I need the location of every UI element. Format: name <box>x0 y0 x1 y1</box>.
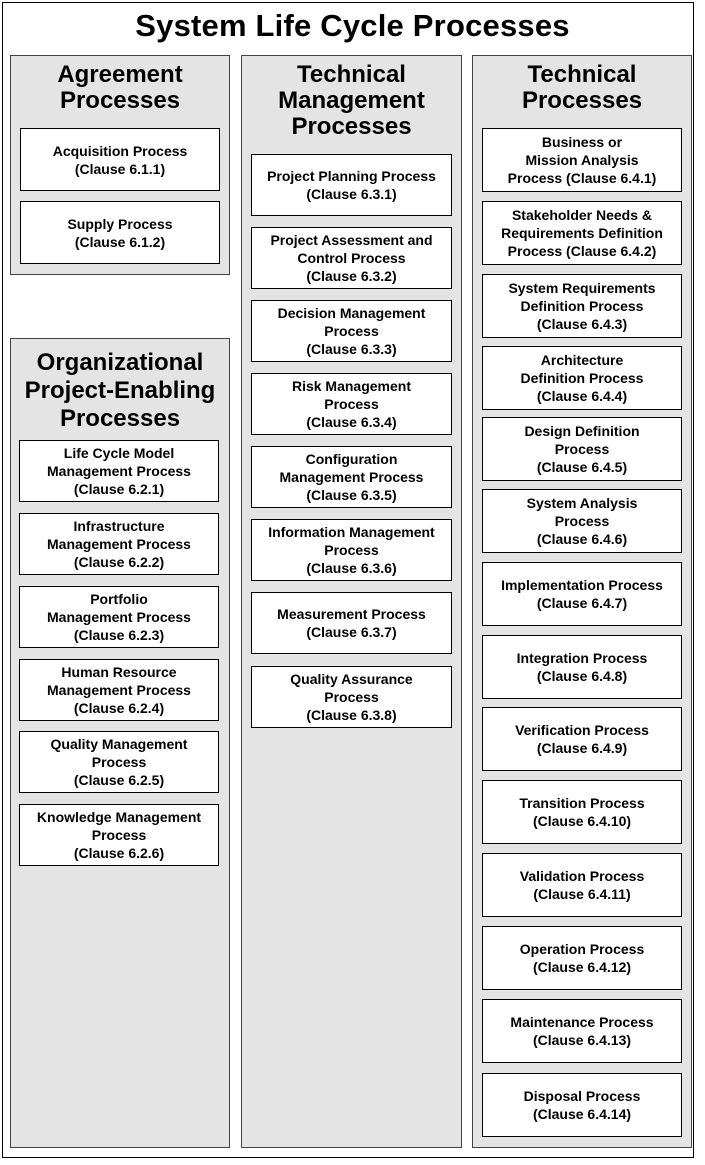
process-box <box>19 659 219 721</box>
process-name-line: Management Process <box>47 609 191 625</box>
diagram-title: System Life Cycle Processes <box>135 8 570 43</box>
process-clause: (Clause 6.2.6) <box>73 845 165 861</box>
process-name-line: Project Assessment and <box>270 232 433 248</box>
process-clause: (Clause 6.4.3) <box>536 316 628 332</box>
process-box <box>19 513 219 575</box>
process-clause: (Clause 6.4.6) <box>536 531 628 547</box>
process-name-line: Management Process <box>47 463 191 479</box>
process-box <box>482 999 682 1063</box>
process-name-line: Management Process <box>47 682 191 698</box>
process-name-line: Process <box>324 542 379 558</box>
process-name-line: Requirements Definition <box>501 225 663 241</box>
process-clause: (Clause 6.4.12) <box>532 959 632 975</box>
process-name-line: Implementation Process <box>501 577 663 593</box>
process-box <box>20 128 220 191</box>
process-box <box>482 780 682 844</box>
process-name-line: Measurement Process <box>277 606 426 622</box>
agreement-panel-title: Agreement Processes <box>57 61 183 114</box>
process-clause: (Clause 6.4.5) <box>536 459 628 475</box>
process-name-line: Mission Analysis <box>525 152 639 168</box>
process-name-line: Information Management <box>268 524 435 540</box>
process-clause: (Clause 6.4.10) <box>532 813 632 829</box>
technical-management-panel-title: Technical Management Processes <box>278 61 425 140</box>
process-name-line: Infrastructure <box>73 518 165 534</box>
process-box <box>19 586 219 648</box>
process-box <box>482 853 682 917</box>
process-box <box>482 274 682 338</box>
process-clause: (Clause 6.1.2) <box>74 233 166 250</box>
process-name-line: Human Resource <box>61 664 177 680</box>
process-box <box>251 592 452 654</box>
process-box <box>251 666 452 728</box>
process-name-line: Supply Process <box>67 215 173 232</box>
process-box <box>251 373 452 435</box>
process-box <box>19 731 219 793</box>
process-name-line: Operation Process <box>519 941 645 957</box>
process-clause: (Clause 6.4.9) <box>536 740 628 756</box>
process-clause: (Clause 6.1.1) <box>74 160 166 177</box>
process-clause: (Clause 6.2.4) <box>73 700 165 716</box>
process-box <box>482 926 682 990</box>
process-name-line: Process <box>554 441 610 457</box>
process-name-line: System Requirements <box>508 280 656 296</box>
process-clause: (Clause 6.2.5) <box>73 772 165 788</box>
process-clause: (Clause 6.4.14) <box>532 1106 632 1122</box>
process-box <box>482 489 682 553</box>
process-clause: (Clause 6.3.7) <box>306 624 397 640</box>
process-name-line: Process <box>324 323 379 339</box>
process-box <box>482 417 682 481</box>
process-name-line: Quality Assurance <box>290 671 413 687</box>
process-name-line: Configuration <box>305 451 398 467</box>
process-name-line: Decision Management <box>277 305 426 321</box>
process-name-line: Management Process <box>279 469 424 485</box>
process-clause: (Clause 6.4.13) <box>532 1032 632 1048</box>
process-box <box>19 804 219 866</box>
process-name-line: Risk Management <box>291 378 412 394</box>
process-name-line: Knowledge Management <box>36 809 202 825</box>
process-clause: (Clause 6.3.5) <box>306 487 397 503</box>
process-clause: (Clause 6.4.7) <box>536 595 628 611</box>
process-name-line: Architecture <box>540 352 624 368</box>
process-name-line: Management Process <box>47 536 191 552</box>
process-box <box>482 346 682 410</box>
process-box <box>251 446 452 508</box>
process-clause: (Clause 6.4.4) <box>536 388 628 404</box>
process-box <box>19 440 219 502</box>
process-box <box>482 562 682 626</box>
process-name-line: Process <box>324 689 379 705</box>
process-name-line: Process (Clause 6.4.2) <box>507 243 657 259</box>
process-name-line: Maintenance Process <box>510 1014 654 1030</box>
process-clause: (Clause 6.3.1) <box>306 186 397 202</box>
process-name-line: Portfolio <box>90 591 148 607</box>
process-name-line: Business or <box>541 134 623 150</box>
process-name-line: Transition Process <box>519 795 645 811</box>
process-name-line: Verification Process <box>515 722 649 738</box>
process-clause: (Clause 6.3.4) <box>306 414 397 430</box>
process-clause: (Clause 6.4.11) <box>533 886 631 902</box>
process-box <box>482 128 682 192</box>
process-name-line: Validation Process <box>519 868 645 884</box>
process-clause: (Clause 6.3.6) <box>306 560 397 576</box>
process-name-line: Process <box>554 513 610 529</box>
process-box <box>20 201 220 264</box>
process-name-line: Stakeholder Needs & <box>511 207 653 223</box>
process-name-line: Process <box>324 396 379 412</box>
process-name-line: Process (Clause 6.4.1) <box>507 170 657 186</box>
process-box <box>251 154 452 216</box>
process-name-line: Design Definition <box>524 423 640 439</box>
process-name-line: Integration Process <box>516 650 648 666</box>
process-name-line: Life Cycle Model <box>63 445 175 461</box>
process-name-line: Definition Process <box>520 370 644 386</box>
process-name-line: Disposal Process <box>523 1088 641 1104</box>
process-name-line: Process <box>91 754 147 770</box>
process-clause: (Clause 6.3.3) <box>306 341 397 357</box>
process-name-line: Control Process <box>297 250 406 266</box>
organizational-panel-title: Organizational Project-Enabling Processes <box>24 349 216 432</box>
process-box <box>482 635 682 699</box>
process-name-line: Project Planning Process <box>267 168 436 184</box>
process-clause: (Clause 6.3.8) <box>306 707 397 723</box>
technical-panel-title: Technical Processes <box>521 61 643 114</box>
process-clause: (Clause 6.2.2) <box>73 554 165 570</box>
process-box <box>482 707 682 771</box>
process-clause: (Clause 6.3.2) <box>306 268 397 284</box>
process-name-line: Acquisition Process <box>52 142 188 159</box>
process-name-line: System Analysis <box>526 495 638 511</box>
process-box <box>482 201 682 265</box>
process-clause: (Clause 6.2.1) <box>73 481 165 497</box>
process-name-line: Quality Management <box>50 736 188 752</box>
process-box <box>482 1073 682 1137</box>
process-box <box>251 300 452 362</box>
process-box <box>251 519 452 581</box>
process-clause: (Clause 6.2.3) <box>73 627 165 643</box>
process-name-line: Definition Process <box>520 298 644 314</box>
process-name-line: Process <box>91 827 147 843</box>
process-clause: (Clause 6.4.8) <box>536 668 628 684</box>
process-box <box>251 227 452 289</box>
